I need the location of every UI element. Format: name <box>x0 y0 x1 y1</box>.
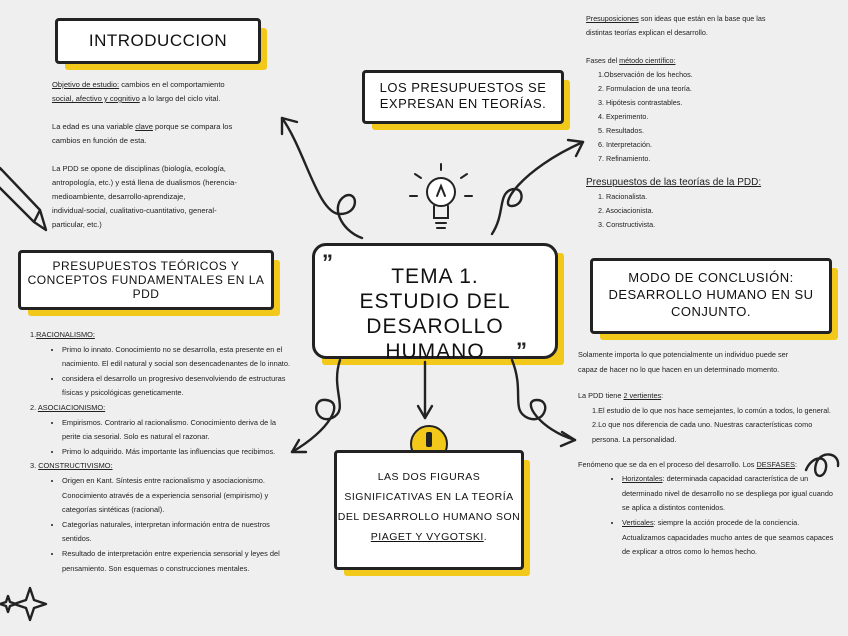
s3-head: CONSTRUCTIVISMO: <box>38 461 113 471</box>
arrow-to-conclusion-head <box>561 432 575 446</box>
quote-close-icon: ” <box>516 338 527 363</box>
s1-item: • Primo lo innato. Conocimiento no se desarrolla, esta presente en el nacimiento. El edil natural y social son desencadenantes de lo innato. <box>62 343 292 372</box>
pdd-4: individual-social, cualitativo-cuantitativo, general- <box>52 206 217 215</box>
fase-item: 7. Refinamiento. <box>598 154 651 163</box>
desfase-item: • Horizontales: determinada capacidad característica de un determinado nivel de desarrollo no se despliega por igual cuando se aplica a distintos contenidos. <box>622 472 840 516</box>
fen-end: : <box>795 459 798 469</box>
presup-1: son ideas que están en la base que las <box>640 14 766 23</box>
teorias-list <box>586 190 836 232</box>
solo-1: Solamente importa lo que potencialmente un individuo puede ser <box>578 350 789 359</box>
teoria-item: 3. Constructivista. <box>598 220 656 229</box>
figuras-1: LAS DOS FIGURAS <box>377 471 481 483</box>
teoricos-title-2: CONCEPTOS FUNDAMENTALES EN LA <box>27 273 265 287</box>
quote-open-icon: ” <box>322 250 333 275</box>
teoricos-title-3: PDD <box>132 287 160 301</box>
fase-item: 6. Interpretación. <box>598 140 652 149</box>
s3-item: • Categorías naturales, interpretan información entra de nuestros sentidos. <box>62 518 292 547</box>
s2-item: • Primo lo adquirido. Más importante las influencias que recibimos. <box>62 445 292 460</box>
fase-item: 3. Hipótesis contrastables. <box>598 98 683 107</box>
solo-2: capaz de hacer no lo que hacen en un determinado momento. <box>578 364 780 374</box>
figuras-2: SIGNIFICATIVAS EN LA TEORÍA <box>344 491 514 503</box>
edad-3: cambios en función de esta. <box>52 136 147 145</box>
teoricos-text: 1.RACIONALISMO: • Primo lo innato. Conocimiento no se desarrolla, esta presente en el nacimiento. El edil natural y social son desencadenantes de lo innato. • considera el desarrollo un progresivo desenvolviendo de estructuras físicas y psicológicas geneticamente. 2. ASOCIACIONISMO: • Empirismos. Contrario al racionalismo. Conocimiento deriva de la perite cia sesorial. Solo es natural el razonar. • Primo lo adquirido. Más importante las influencias que recibimos. 3. CONSTRUCTIVISMO: • Origen en Kant. Síntesis entre racionalismo y asociacionismo. Conocimiento através de a experiencia sensorial (empirismo) y categorías sintéticas (racional). • Categorías naturales, interpretan información entra de nuestros sentidos. • Resultado de interpretación entre experiencia sensorial y leyes del pensamiento. Son esquemas o construcciones mentales. <box>30 328 292 576</box>
arrow-to-conclusion <box>512 360 575 440</box>
right-top-text <box>586 12 836 232</box>
pdd-5: particular, etc.) <box>52 220 102 229</box>
presupuestos-teorias-box <box>362 70 564 124</box>
vert-label: La PDD tiene <box>578 391 622 401</box>
central-line-3: HUMANO <box>385 340 485 363</box>
s3-item: • Origen en Kant. Síntesis entre racionalismo y asociacionismo. Conocimiento através de a experiencia sensorial (empirismo) y categorías sintéticas (racional). <box>62 474 292 518</box>
star-small-icon <box>0 596 16 612</box>
conclusion-text <box>578 348 840 560</box>
arrow-to-intro <box>282 118 362 238</box>
pencil-icon <box>0 168 46 230</box>
s3-item: • Resultado de interpretación entre experiencia sensorial y leyes del pensamiento. Son esquemas o construcciones mentales. <box>62 547 292 576</box>
fases-metodo: método científico: <box>619 56 676 65</box>
vertiente-item: 1.El estudio de lo que nos hace semejantes, lo común a todos, lo general. <box>592 405 831 415</box>
objetivo-social: social, afectivo y cognitivo <box>52 94 140 103</box>
fen-1: Fenómeno que se da en el proceso del desarrollo. Los <box>578 459 755 469</box>
teorias-title: Presupuestos de las teorías de la PDD: <box>586 177 762 188</box>
presup-2: distintas teorías explican el desarrollo. <box>586 28 708 37</box>
lightbulb-icon <box>410 164 472 228</box>
fases-list <box>586 68 836 166</box>
arrow-to-teoricos-head <box>292 440 306 452</box>
vertientes-list <box>578 404 840 448</box>
conclusion-title-3: CONJUNTO. <box>670 304 752 319</box>
figuras-box <box>334 450 524 570</box>
intro-title: INTRODUCCION <box>88 31 228 50</box>
fase-item: 5. Resultados. <box>598 126 644 135</box>
vert-end: : <box>661 391 664 401</box>
teoria-item: 2. Asociacionista. <box>598 206 654 215</box>
fase-item: 2. Formulacion de una teoría. <box>598 84 692 93</box>
fase-item: 1.Observación de los hechos. <box>598 70 693 79</box>
fen-u: DESFASES <box>756 459 796 469</box>
central-line-1: TEMA 1. <box>391 265 479 288</box>
s3-list <box>30 474 292 576</box>
figuras-3: DEL DESARROLLO HUMANO SON <box>337 511 521 523</box>
intro-text <box>52 78 292 232</box>
vert-u: 2 vertientes <box>623 391 662 401</box>
pdd-2: antropología, etc.) y está llena de dualismos (herencia- <box>52 178 237 187</box>
fase-item: 4. Experimento. <box>598 112 649 121</box>
figuras-4-end: . <box>483 531 488 543</box>
teoricos-title-1: PRESUPUESTOS TEÓRICOS Y <box>52 259 240 273</box>
desfases-list <box>578 472 840 560</box>
objetivo-tail: a lo largo del ciclo vital. <box>141 94 221 103</box>
conclusion-title-box <box>590 258 832 334</box>
s2-head: ASOCIACIONISMO: <box>37 402 106 412</box>
teoria-item: 1. Racionalista. <box>598 192 648 201</box>
figuras-4: PIAGET Y VYGOTSKI <box>370 531 484 543</box>
pdd-1: La PDD se opone de disciplinas (biología, ecología, <box>52 164 226 173</box>
fases-label: Fases del <box>586 56 618 65</box>
arrow-to-teoricos <box>292 360 340 452</box>
objetivo-label: Objetivo de estudio: <box>52 80 120 89</box>
s1-list <box>30 343 292 401</box>
presup-teorias-2: EXPRESAN EN TEORÍAS. <box>379 96 547 111</box>
presup-label: Presuposiciones <box>586 14 639 23</box>
vertiente-item: 2.Lo que nos diferencia de cada uno. Nuestras características como persona. La personalidad. <box>592 420 813 444</box>
conclusion-title-2: DESARROLLO HUMANO EN SU <box>608 287 814 302</box>
star-icon <box>14 588 46 620</box>
s1-head: RACIONALISMO: <box>36 330 95 339</box>
edad-clave: clave <box>135 122 153 131</box>
conclusion-title-1: MODO DE CONCLUSIÓN: <box>628 270 794 285</box>
pdd-3: medioambiente, desarrollo-aprendizaje, <box>52 192 186 201</box>
edad-1: La edad es una variable <box>52 122 134 131</box>
s1-item: • considera el desarrollo un progresivo desenvolviendo de estructuras físicas y psicológicas geneticamente. <box>62 372 292 401</box>
arrow-to-presup <box>492 142 583 234</box>
presup-teorias-1: LOS PRESUPUESTOS SE <box>379 80 547 95</box>
desfase-item: • Verticales: siempre la acción procede de la conciencia. Actualizamos capacidades mucho antes de que seamos capaces de explicar a otros como lo hemos hecho. <box>622 516 840 560</box>
teoricos-title-box <box>18 250 274 310</box>
s2-item: • Empirismos. Contrario al racionalismo. Conocimiento deriva de la perite cia sesorial. Solo es natural el razonar. <box>62 416 292 445</box>
central-line-2: ESTUDIO DEL DESAROLLO <box>359 290 511 338</box>
objetivo-text: cambios en el comportamiento <box>121 80 225 89</box>
edad-2: porque se compara los <box>155 122 233 131</box>
intro-title-box <box>55 18 261 64</box>
s2-list <box>30 416 292 460</box>
